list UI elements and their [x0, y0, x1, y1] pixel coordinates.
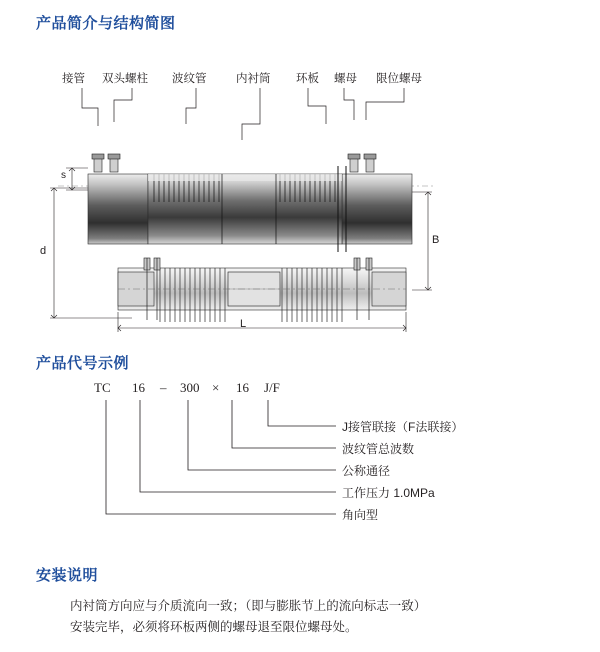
code-desc-connection: J接管联接（F法联接） — [342, 420, 464, 434]
code-part-times: × — [212, 380, 220, 395]
code-desc-pressure: 工作压力 1.0MPa — [342, 486, 435, 500]
code-desc-waves: 波纹管总波数 — [342, 442, 415, 456]
code-part-waves: 16 — [236, 380, 249, 395]
code-part-pressure: 16 — [132, 380, 145, 395]
code-part-diameter: 300 — [180, 380, 200, 395]
dimension-label-d: d — [40, 245, 47, 257]
structure-diagram-svg — [36, 62, 564, 332]
callout-label-ring-plate: 环板 — [296, 73, 319, 85]
section-title-code: 产品代号示例 — [36, 355, 130, 372]
code-part-tc: TC — [94, 380, 111, 395]
dimension-label-b: B — [432, 234, 440, 246]
code-part-connection: J/F — [264, 380, 280, 395]
install-note-1: 内衬筒方向应与介质流向一致；（即与膨胀节上的流向标志一致） — [70, 599, 427, 613]
section-title-install: 安装说明 — [36, 567, 99, 584]
code-part-dash: – — [160, 380, 167, 395]
dimension-label-l: L — [240, 318, 247, 330]
install-notes — [70, 598, 570, 640]
code-desc-diameter: 公称通径 — [342, 464, 391, 478]
callout-label-liner: 内衬筒 — [236, 73, 271, 85]
dimension-label-s: s — [61, 170, 66, 181]
callout-label-bellows: 波纹管 — [172, 73, 207, 85]
callout-label-limit-nut: 限位螺母 — [376, 73, 422, 85]
structure-diagram — [36, 62, 564, 332]
product-code-diagram — [36, 378, 564, 548]
code-desc-type: 角向型 — [342, 508, 379, 522]
product-code-leader-lines — [36, 378, 564, 548]
callout-label-nut: 螺母 — [334, 73, 357, 85]
install-note-2: 安装完毕，必须将环板两侧的螺母退至限位螺母处。 — [70, 620, 358, 634]
callout-label-nozzle: 接管 — [62, 73, 85, 85]
section-title-structure: 产品简介与结构简图 — [36, 15, 176, 32]
callout-label-double-stud: 双头螺柱 — [102, 73, 148, 85]
